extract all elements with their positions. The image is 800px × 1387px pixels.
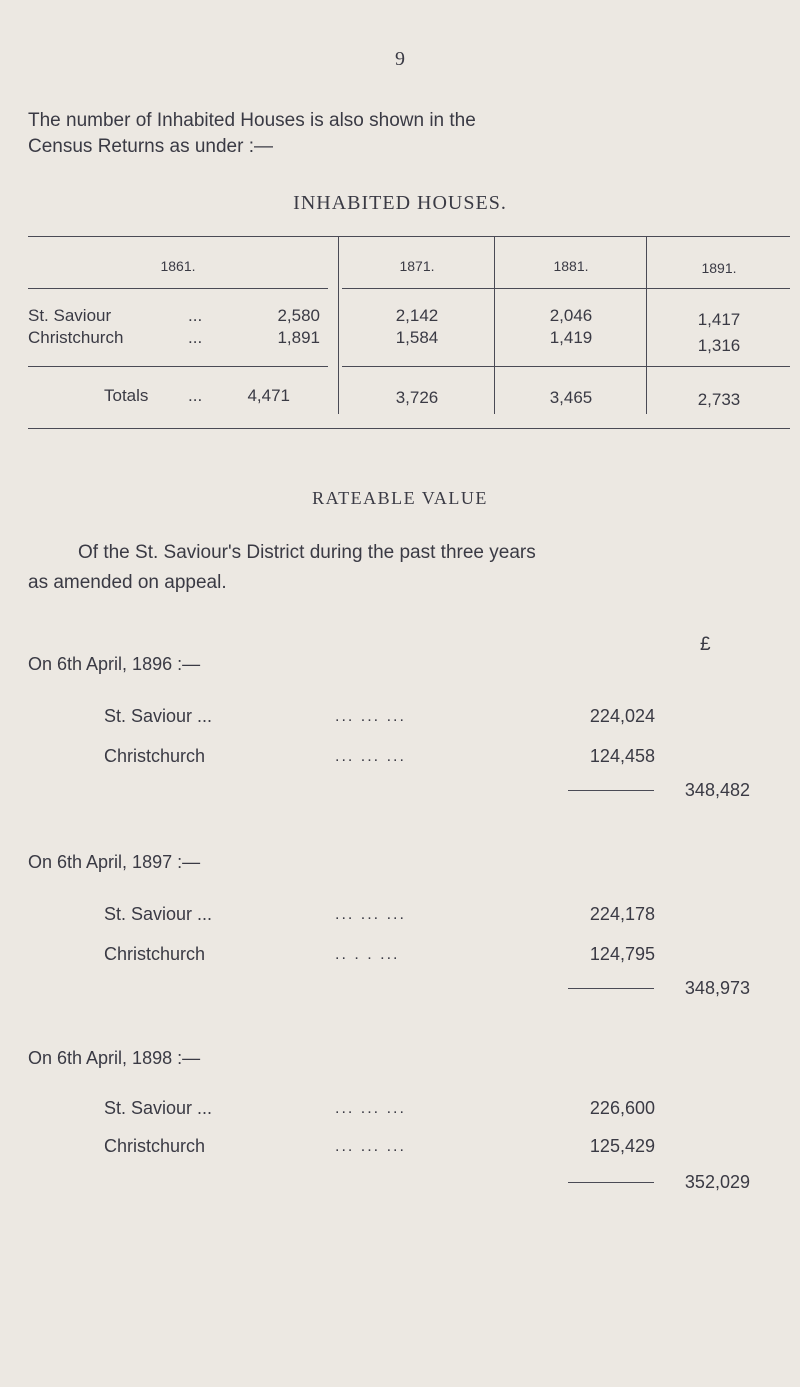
intro-line-1: The number of Inhabited Houses is also shown in the	[28, 110, 476, 131]
inhabited-houses-heading: INHABITED HOUSES.	[293, 192, 507, 214]
rateable-value-heading: RATEABLE VALUE	[312, 488, 488, 508]
item-value-christchurch: 124,795	[589, 944, 655, 964]
leader-dots: ... ... ...	[335, 748, 406, 765]
leader-dots: ... ... ...	[335, 906, 406, 923]
cell-1891-christchurch: 1,316	[697, 336, 741, 355]
page-number: 9	[395, 48, 405, 70]
item-value-st-saviour: 226,600	[589, 1098, 655, 1118]
table-header-rule-1861	[28, 288, 328, 289]
sum-rule	[568, 1182, 654, 1183]
totals-label: Totals	[104, 386, 149, 405]
section-heading-1897: On 6th April, 1897 :—	[28, 852, 201, 872]
table-col-divider-2	[494, 236, 495, 414]
cell-1881-christchurch: 1,419	[549, 328, 593, 347]
item-label-christchurch: Christchurch	[104, 1136, 206, 1156]
totals-1871: 3,726	[395, 388, 439, 407]
section-heading-1898: On 6th April, 1898 :—	[28, 1048, 201, 1068]
cell-1871-st-saviour: 2,142	[395, 306, 439, 325]
cell-1891-st-saviour: 1,417	[697, 310, 741, 329]
table-totals-rule-1861	[28, 366, 328, 367]
cell-1881-st-saviour: 2,046	[549, 306, 593, 325]
section-total-1897: 348,973	[684, 978, 750, 998]
totals-1881: 3,465	[549, 388, 593, 407]
inhabited-houses-table	[0, 236, 800, 432]
item-label-st-saviour: St. Saviour ...	[104, 1098, 213, 1118]
leader-dots: ... ... ...	[335, 1138, 406, 1155]
rateable-intro	[28, 538, 778, 598]
row-dots: ...	[188, 306, 203, 325]
intro-line-2: Census Returns as under :—	[28, 136, 274, 157]
item-value-christchurch: 124,458	[589, 746, 655, 766]
item-label-christchurch: Christchurch	[104, 746, 206, 766]
header-1891: 1891.	[701, 260, 737, 276]
item-value-st-saviour: 224,178	[589, 904, 655, 924]
item-value-christchurch: 125,429	[589, 1136, 655, 1156]
section-heading-1896: On 6th April, 1896 :—	[28, 654, 201, 674]
cell-1871-christchurch: 1,584	[395, 328, 439, 347]
row-label-christchurch: Christchurch	[28, 328, 124, 347]
sum-rule	[568, 988, 654, 989]
header-1881: 1881.	[553, 258, 589, 274]
table-top-rule	[28, 236, 790, 237]
currency-symbol: £	[700, 634, 711, 655]
table-totals-rule	[342, 366, 790, 367]
rateable-intro-line-2: as amended on appeal.	[28, 572, 227, 593]
item-value-st-saviour: 224,024	[589, 706, 655, 726]
item-label-st-saviour: St. Saviour ...	[104, 706, 213, 726]
totals-dots: ...	[188, 386, 203, 405]
sum-rule	[568, 790, 654, 791]
table-header-rule	[342, 288, 790, 289]
item-label-christchurch: Christchurch	[104, 944, 206, 964]
cell-1861-st-saviour: 2,580	[277, 306, 320, 325]
row-label-st-saviour: St. Saviour	[28, 306, 112, 325]
header-1871: 1871.	[399, 258, 435, 274]
leader-dots: .. . . ...	[335, 946, 400, 963]
header-1861: 1861.	[160, 258, 196, 274]
row-dots: ...	[188, 328, 203, 347]
rateable-intro-line-1: Of the St. Saviour's District during the past three years	[78, 542, 536, 563]
cell-1861-christchurch: 1,891	[277, 328, 320, 347]
section-total-1896: 348,482	[684, 780, 750, 800]
item-label-st-saviour: St. Saviour ...	[104, 904, 213, 924]
section-total-1898: 352,029	[684, 1172, 750, 1192]
table-col-divider-3	[646, 236, 647, 414]
totals-1891: 2,733	[697, 390, 741, 409]
table-col-divider-1	[338, 236, 339, 414]
leader-dots: ... ... ...	[335, 1100, 406, 1117]
table-bottom-rule	[28, 428, 790, 429]
intro-paragraph	[28, 108, 768, 160]
leader-dots: ... ... ...	[335, 708, 406, 725]
totals-1861: 4,471	[247, 386, 290, 405]
